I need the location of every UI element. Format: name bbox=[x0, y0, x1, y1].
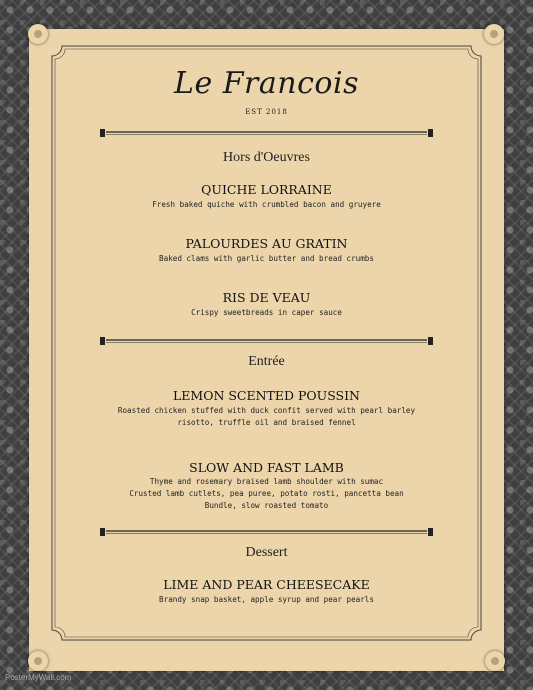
section-divider bbox=[100, 336, 433, 346]
menu-item-description: Brandy snap basket, apple syrup and pear pearls bbox=[159, 595, 374, 604]
menu-item-description-line: Bundle, slow roasted tomato bbox=[204, 501, 329, 510]
section-title-hors-doeuvres: Hors d'Oeuvres bbox=[223, 150, 310, 165]
section-title-entree: Entrée bbox=[248, 354, 285, 369]
menu-item-description-line: Roasted chicken stuffed with duck confit served with pearl barley bbox=[117, 406, 416, 415]
menu-item-description: Fresh baked quiche with crumbled bacon and gruyere bbox=[152, 200, 381, 209]
menu-item-description-line: Crusted lamb cutlets, pea puree, potato rosti, pancetta bean bbox=[129, 489, 404, 498]
menu-item-name: SLOW AND FAST LAMB bbox=[189, 460, 344, 475]
menu-item-name: QUICHE LORRAINE bbox=[201, 182, 332, 197]
menu-item-name: LEMON SCENTED POUSSIN bbox=[172, 388, 360, 403]
menu-item-name: LIME AND PEAR CHEESECAKE bbox=[163, 577, 370, 592]
established-label: EST 2018 bbox=[245, 108, 288, 116]
section-title-dessert: Dessert bbox=[245, 545, 288, 560]
watermark: PosterMyWall.com bbox=[5, 673, 72, 682]
section-divider bbox=[100, 128, 433, 138]
section-divider bbox=[100, 527, 433, 537]
menu-item-name: RIS DE VEAU bbox=[222, 290, 311, 305]
menu-item-name: PALOURDES AU GRATIN bbox=[185, 236, 348, 251]
menu-item-description: Baked clams with garlic butter and bread crumbs bbox=[159, 254, 374, 263]
menu-item-description-line: Thyme and rosemary braised lamb shoulder with sumac bbox=[149, 477, 384, 486]
menu-item-description: Crispy sweetbreads in caper sauce bbox=[191, 308, 342, 317]
restaurant-name: Le Francois bbox=[174, 66, 359, 101]
menu-item-description-line: risotto, truffle oil and braised fennel bbox=[177, 418, 356, 427]
